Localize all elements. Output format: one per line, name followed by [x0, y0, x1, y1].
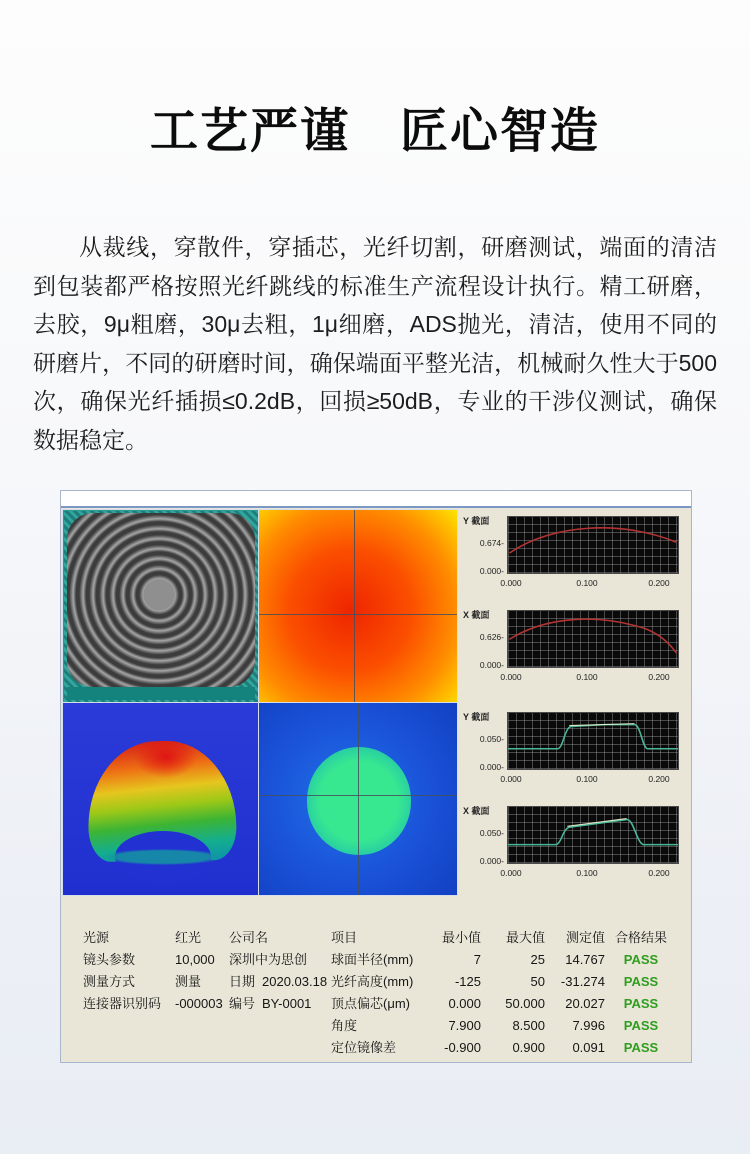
cell-item: 光纤高度(mm) — [331, 974, 414, 989]
beam-spot-panel — [259, 703, 457, 895]
company-name-label — [229, 927, 327, 949]
cell-measured: 14.767 — [565, 952, 605, 967]
cell-measured: 7.996 — [572, 1018, 605, 1033]
interferogram-bottom-strip — [67, 687, 255, 700]
x-tick: 0.200 — [648, 672, 670, 682]
x-tick: 0.000 — [500, 672, 522, 682]
surface-3d-panel — [63, 703, 259, 895]
chart-x-profile-1 — [459, 606, 693, 700]
company-value: 深圳中为思创 — [229, 952, 308, 967]
measurement-params — [83, 927, 223, 1015]
chart-label: X 截面 — [463, 806, 490, 816]
measurement-table — [331, 927, 677, 1059]
y-axis-max: 0.050 - — [459, 828, 504, 838]
param-value: 测量 — [175, 974, 202, 989]
screenshot-titlebar — [61, 491, 691, 508]
date-label: 日期 — [229, 974, 256, 989]
arc-curve — [508, 517, 678, 573]
x-tick: 0.100 — [576, 578, 598, 588]
plot-area — [507, 712, 679, 770]
x-tick: 0.100 — [576, 868, 598, 878]
col-header-max: 最大值 — [505, 930, 545, 945]
plot-area — [507, 806, 679, 864]
y-axis-min: 0.000 - — [459, 762, 504, 772]
param-label: 连接器识别码 — [83, 996, 162, 1011]
step-curve — [508, 713, 678, 769]
crosshair-vertical — [354, 510, 355, 703]
cell-min: 7 — [473, 952, 481, 967]
param-label: 镜头参数 — [83, 952, 136, 967]
crosshair-horizontal — [259, 614, 457, 615]
param-row — [83, 927, 223, 949]
company-label: 公司名 — [229, 930, 269, 945]
crosshair-vertical — [358, 703, 359, 895]
plot-area — [507, 610, 679, 668]
cell-item: 球面半径(mm) — [331, 952, 414, 967]
x-tick: 0.000 — [500, 774, 522, 784]
param-row — [83, 949, 223, 971]
y-axis-max: 0.626 - — [459, 632, 504, 642]
interferometer-screenshot — [60, 490, 692, 1063]
intro-paragraph: 从裁线，穿散件，穿插芯，光纤切割，研磨测试，端面的清洁到包装都严格按照光纤跳线的标准生产流程设计执行。精工研磨，去胶，9μ粗磨，30μ去粗，1μ细磨，ADS抛光，清洁，使用不同的研磨片，不同的研磨时间，确保端面平整光洁，机械耐久性大于500次，确保光纤插损≤0.2dB，回损≥50dB，专业的干涉仪测试，确保数据稳定。 — [33, 234, 717, 453]
company-info — [229, 927, 327, 1015]
cell-min: 7.900 — [448, 1018, 481, 1033]
cell-result: PASS — [623, 996, 659, 1011]
x-tick: 0.100 — [576, 774, 598, 784]
cell-max: 8.500 — [512, 1018, 545, 1033]
chart-y-profile-2 — [459, 708, 693, 802]
company-date — [229, 971, 327, 993]
cell-result: PASS — [623, 1018, 659, 1033]
x-tick: 0.000 — [500, 868, 522, 878]
cell-result: PASS — [623, 952, 659, 967]
x-tick: 0.200 — [648, 868, 670, 878]
y-axis-max: 0.674 - — [459, 538, 504, 548]
x-tick: 0.100 — [576, 672, 598, 682]
heatmap-panel — [259, 510, 457, 703]
cell-max: 50 — [530, 974, 545, 989]
no-value: BY-0001 — [262, 996, 312, 1011]
arc-curve — [508, 611, 678, 667]
param-row — [83, 971, 223, 993]
cell-max: 0.900 — [512, 1040, 545, 1055]
x-tick: 0.200 — [648, 774, 670, 784]
cell-max: 25 — [530, 952, 545, 967]
col-header-result: 合格结果 — [614, 930, 667, 945]
y-axis-min: 0.000 - — [459, 660, 504, 670]
cell-min: -125 — [454, 974, 481, 989]
image-grid — [63, 510, 457, 895]
y-axis-min: 0.000 - — [459, 856, 504, 866]
x-tick: 0.000 — [500, 578, 522, 588]
cell-min: -0.900 — [444, 1040, 481, 1055]
cell-max: 50.000 — [505, 996, 545, 1011]
date-value: 2020.03.18 — [262, 974, 328, 989]
y-axis-max: 0.050 - — [459, 734, 504, 744]
chart-x-profile-2 — [459, 802, 693, 896]
x-tick: 0.200 — [648, 578, 670, 588]
param-value: 10,000 — [175, 952, 215, 967]
y-axis-min: 0.000 - — [459, 566, 504, 576]
param-value: 红光 — [175, 930, 202, 945]
chart-label: Y 截面 — [463, 712, 490, 722]
chart-y-profile-1 — [459, 512, 693, 606]
chart-label: Y 截面 — [463, 516, 490, 526]
plot-area — [507, 516, 679, 574]
param-value: -000003 — [175, 996, 223, 1011]
company-no — [229, 993, 327, 1015]
cell-result: PASS — [623, 974, 659, 989]
col-header-item: 项目 — [331, 930, 358, 945]
step-curve — [508, 807, 678, 863]
profile-charts — [459, 512, 693, 896]
cell-item: 角度 — [331, 1018, 358, 1033]
cell-measured: -31.274 — [560, 974, 605, 989]
cell-item: 定位镜像差 — [331, 1040, 397, 1055]
param-label: 测量方式 — [83, 974, 136, 989]
chart-label: X 截面 — [463, 610, 490, 620]
cell-result: PASS — [623, 1040, 659, 1055]
interferogram-panel — [63, 510, 259, 703]
param-row — [83, 993, 223, 1015]
page-title: 工艺严谨 匠心智造 — [149, 105, 600, 158]
cell-min: 0.000 — [448, 996, 481, 1011]
no-label: 编号 — [229, 996, 256, 1011]
cell-measured: 0.091 — [572, 1040, 605, 1055]
col-header-measured: 测定值 — [565, 930, 605, 945]
interference-rings — [67, 513, 255, 687]
cell-measured: 20.027 — [565, 996, 605, 1011]
cell-item: 顶点偏芯(μm) — [331, 996, 410, 1011]
param-label: 光源 — [83, 930, 110, 945]
company-name — [229, 949, 327, 971]
surface-3d-skirt — [103, 849, 223, 865]
results-area — [61, 895, 691, 1064]
col-header-min: 最小值 — [441, 930, 481, 945]
